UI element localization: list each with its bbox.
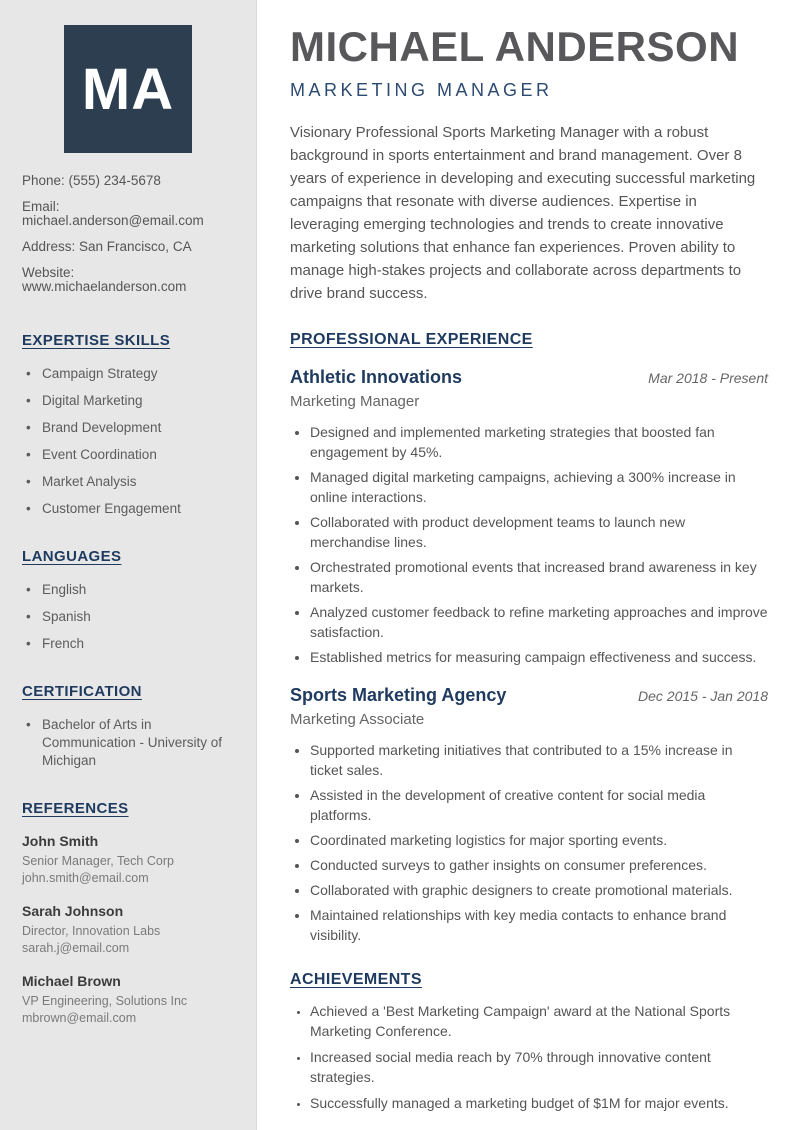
person-name: MICHAEL ANDERSON — [290, 23, 740, 70]
company-name: Athletic Innovations — [290, 367, 463, 387]
job-bullet-list — [290, 740, 768, 945]
monogram-badge — [64, 25, 192, 153]
skill-item: • Campaign Strategy — [24, 365, 238, 383]
contact-email: Email: michael.anderson@email.com — [22, 199, 204, 228]
reference-role: Director, Innovation Labs — [22, 924, 161, 938]
job-bullet: • Assisted in the development of creative content for social media platforms. — [310, 785, 768, 825]
skill-item: • Customer Engagement — [24, 500, 238, 518]
achievement-item: • Increased social media reach by 70% through innovative content strategies. — [310, 1047, 768, 1087]
language-item: • French — [24, 635, 238, 653]
languages-list — [24, 581, 238, 653]
main-column — [257, 0, 800, 1130]
certification-item: • Bachelor of Arts in Communication - University of Michigan — [24, 716, 238, 770]
job-entry — [290, 367, 768, 667]
reference-role: VP Engineering, Solutions Inc — [22, 994, 188, 1008]
skill-item: • Digital Marketing — [24, 392, 238, 410]
job-bullet: • Designed and implemented marketing strategies that boosted fan engagement by 45%. — [310, 422, 768, 462]
sidebar — [0, 0, 257, 1130]
reference-email: mbrown@email.com — [22, 1011, 137, 1025]
contact-phone: Phone: (555) 234-5678 — [22, 173, 161, 188]
achievement-item: • Achieved a 'Best Marketing Campaign' award at the National Sports Marketing Conference. — [310, 1001, 768, 1041]
reference-name: Sarah Johnson — [22, 903, 124, 919]
experience-heading: PROFESSIONAL EXPERIENCE — [290, 331, 533, 348]
job-entry — [290, 685, 768, 945]
reference-email: sarah.j@email.com — [22, 941, 130, 955]
company-name: Sports Marketing Agency — [290, 685, 507, 705]
achievements-list — [290, 1001, 768, 1113]
job-header — [290, 685, 768, 706]
job-title: Marketing Manager — [290, 393, 420, 410]
reference-role: Senior Manager, Tech Corp — [22, 854, 174, 868]
job-dates: Mar 2018 - Present — [648, 370, 768, 386]
job-bullet: • Collaborated with product development teams to launch new merchandise lines. — [310, 512, 768, 552]
job-header — [290, 367, 768, 388]
skill-item: • Market Analysis — [24, 473, 238, 491]
reference-entry — [22, 973, 238, 1027]
job-bullet-list — [290, 422, 768, 667]
job-bullet: • Analyzed customer feedback to refine marketing approaches and improve satisfaction. — [310, 602, 768, 642]
references-heading: REFERENCES — [22, 800, 129, 817]
contact-website: Website: www.michaelanderson.com — [22, 265, 187, 294]
job-title: Marketing Associate — [290, 711, 425, 728]
achievements-heading: ACHIEVEMENTS — [290, 971, 422, 988]
job-bullet: • Orchestrated promotional events that increased brand awareness in key markets. — [310, 557, 768, 597]
language-item: • English — [24, 581, 238, 599]
job-bullet: • Managed digital marketing campaigns, achieving a 300% increase in online interactions. — [310, 467, 768, 507]
skills-heading: EXPERTISE SKILLS — [22, 332, 171, 349]
job-bullet: • Established metrics for measuring campaign effectiveness and success. — [310, 647, 768, 667]
skill-item: • Event Coordination — [24, 446, 238, 464]
reference-name: Michael Brown — [22, 973, 121, 989]
reference-email: john.smith@email.com — [22, 871, 149, 885]
job-bullet: • Maintained relationships with key media contacts to enhance brand visibility. — [310, 905, 768, 945]
reference-entry — [22, 903, 238, 957]
reference-name: John Smith — [22, 833, 99, 849]
languages-heading: LANGUAGES — [22, 548, 122, 565]
monogram-initials: MA — [81, 56, 175, 122]
job-bullet: • Supported marketing initiatives that contributed to a 15% increase in ticket sales. — [310, 740, 768, 780]
person-role: MARKETING MANAGER — [290, 80, 553, 100]
contact-block — [22, 174, 238, 294]
job-bullet: • Collaborated with graphic designers to create promotional materials. — [310, 880, 768, 900]
skill-item: • Brand Development — [24, 419, 238, 437]
profile-summary: Visionary Professional Sports Marketing Manager with a robust background in sports entertainment and brand management. Over 8 years of experience in developing and executing successful marketing campaigns that resonate with diverse audiences. Expertise in leveraging emerging technologies and trends to create innovative marketing solutions that enhance fan experiences. Proven ability to manage high-stakes projects and collaborate across departments to drive brand success. — [290, 124, 756, 302]
certification-heading: CERTIFICATION — [22, 683, 142, 700]
language-item: • Spanish — [24, 608, 238, 626]
job-bullet: • Coordinated marketing logistics for major sporting events. — [310, 830, 768, 850]
contact-address: Address: San Francisco, CA — [22, 239, 192, 254]
job-dates: Dec 2015 - Jan 2018 — [638, 688, 768, 704]
certification-list — [24, 716, 238, 770]
job-bullet: • Conducted surveys to gather insights on consumer preferences. — [310, 855, 768, 875]
reference-entry — [22, 833, 238, 887]
achievement-item: • Successfully managed a marketing budget of $1M for major events. — [310, 1093, 768, 1113]
skills-list — [24, 365, 238, 518]
